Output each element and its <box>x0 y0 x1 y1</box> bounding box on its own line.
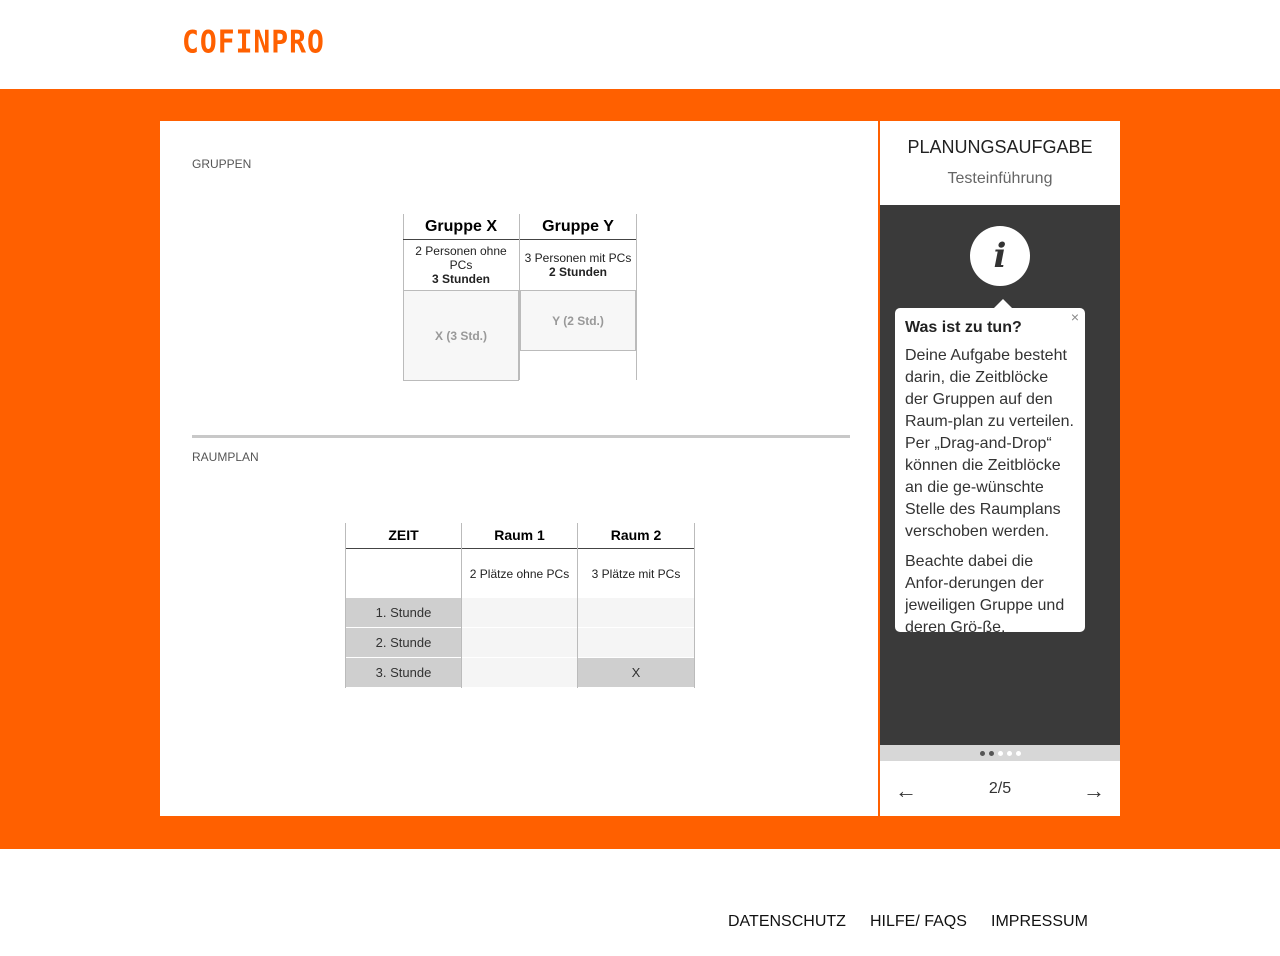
rp-header-raum1: Raum 1 <box>462 523 577 549</box>
section-label-raumplan: RAUMPLAN <box>192 450 259 464</box>
footer-link-impressum[interactable]: IMPRESSUM <box>991 913 1088 930</box>
footer-link-datenschutz[interactable]: DATENSCHUTZ <box>728 913 846 930</box>
header <box>0 0 1280 89</box>
rp-slot-raum1-3[interactable] <box>462 658 577 687</box>
group-x-hours: 3 Stunden <box>431 272 490 286</box>
pagination-dot[interactable] <box>980 751 985 756</box>
rp-time-2: 2. Stunde <box>346 628 461 657</box>
group-y-name: Gruppe Y <box>520 214 636 240</box>
group-column-y <box>520 214 636 351</box>
tutorial-bubble <box>895 308 1085 636</box>
rp-slot-raum1-2[interactable] <box>462 628 577 657</box>
side-panel-subtitle: Testeinführung <box>947 170 1053 187</box>
pagination-dots <box>880 745 1120 761</box>
pagination-dot[interactable] <box>989 751 994 756</box>
bubble-paragraph-2: Beachte dabei die Anfor-derungen der jeweiligen Gruppe und deren Grö-ße. <box>905 553 1065 636</box>
groups-right-border <box>636 214 637 380</box>
rp-sub-raum1: 2 Plätze ohne PCs <box>469 566 570 581</box>
page-indicator: 2/5 <box>988 780 1012 797</box>
tutorial-area <box>880 205 1120 745</box>
group-x-name: Gruppe X <box>403 214 519 240</box>
cofinpro-logo[interactable]: COFINPRO <box>182 24 325 61</box>
prev-arrow-icon[interactable]: ← <box>895 778 917 803</box>
group-y-description <box>520 240 636 291</box>
time-block-x[interactable]: X (3 Std.) <box>403 291 519 381</box>
next-arrow-icon[interactable]: → <box>1083 778 1105 803</box>
info-icon: i <box>970 226 1030 286</box>
rp-column-raum2 <box>578 523 694 688</box>
rp-slot-raum1-1[interactable] <box>462 598 577 627</box>
group-y-hours: 2 Stunden <box>548 265 607 279</box>
time-block-y[interactable]: Y (2 Std.) <box>520 291 636 351</box>
rp-border-3 <box>694 523 695 688</box>
rp-header-zeit: ZEIT <box>346 523 461 549</box>
section-divider <box>192 435 850 438</box>
rp-time-3: 3. Stunde <box>346 658 461 687</box>
bubble-title: Was ist zu tun? <box>905 319 1022 336</box>
close-icon[interactable]: × <box>1070 309 1079 325</box>
side-panel <box>880 121 1120 816</box>
rp-slot-raum2-1[interactable] <box>578 598 694 627</box>
group-column-x <box>403 214 519 381</box>
side-panel-title: PLANUNGSAUFGABE <box>907 137 1093 157</box>
rp-time-1: 1. Stunde <box>346 598 461 627</box>
pagination-dot[interactable] <box>1007 751 1012 756</box>
rp-sub-zeit <box>346 549 461 598</box>
rp-column-zeit <box>346 523 461 688</box>
group-x-description <box>403 240 519 291</box>
tutorial-nav <box>880 776 1120 806</box>
rp-column-raum1 <box>462 523 577 688</box>
rp-header-raum2: Raum 2 <box>578 523 694 549</box>
pagination-dot[interactable] <box>1016 751 1021 756</box>
bubble-paragraph-1: Deine Aufgabe besteht darin, die Zeitblöcke der Gruppen auf den Raum-plan zu verteilen. Per „Drag-and-Drop“ können die Zeitblöcke an die ge-wünschte Stelle des Raumplans verschoben werden. <box>905 347 1074 540</box>
pagination-dot[interactable] <box>998 751 1003 756</box>
section-label-gruppen: GRUPPEN <box>192 157 252 171</box>
footer-link-hilfe[interactable]: HILFE/ FAQS <box>870 913 967 930</box>
rp-sub-raum2: 3 Plätze mit PCs <box>591 566 681 581</box>
group-y-desc: 3 Personen mit PCs <box>524 251 632 265</box>
group-x-desc: 2 Personen ohne PCs <box>415 244 507 272</box>
rp-slot-raum2-3[interactable]: X <box>578 658 694 687</box>
rp-slot-raum2-2[interactable] <box>578 628 694 657</box>
